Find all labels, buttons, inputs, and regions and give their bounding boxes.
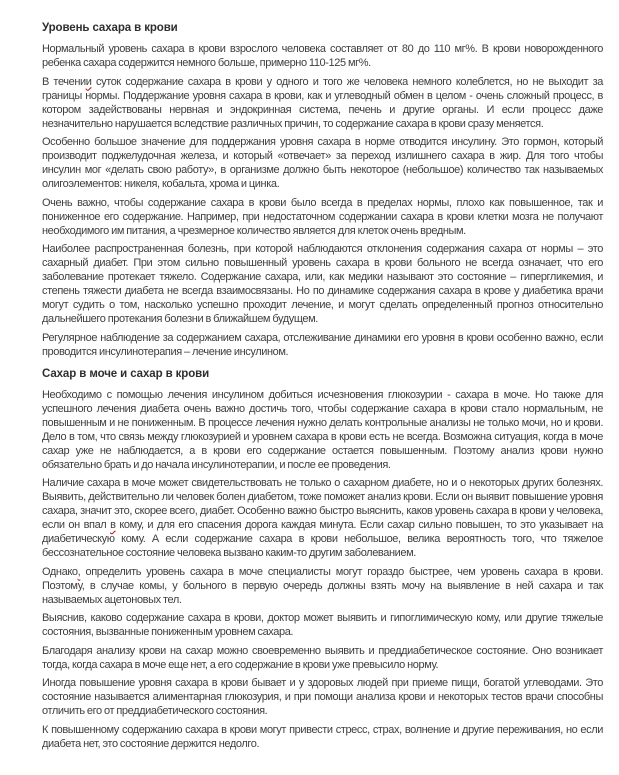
spellcheck-marked-text: и — [85, 75, 92, 88]
text-run: К повышенному содержанию сахара в крови могут привести стресс, страх, волнение и другие переживания, но если диабета нет, это состояние держится недолго. — [42, 723, 603, 750]
paragraph — [42, 476, 603, 560]
paragraph — [42, 676, 603, 718]
section-paragraphs — [42, 42, 603, 359]
text-run: Наличие сахара в моче может свидетельствовать не только о сахарном диабете, но и о некоторых других болезнях. Выявить, действительно ли человек болен диабетом, тоже поможет анализ крови. Если он выявит повышение уровня сахара, значит это, скорее всего, диабет. Особенно важно быстро выяснить, каков уровень сахара в крови у человека, если он впал — [42, 477, 603, 531]
text-run: Особенно большое значение для поддержания уровня сахара в норме отводится инсулину. Это гормон, который производит поджелудочная железа, и который «отвечает» за переход излишнего сахара в жир. Для того чтобы инсулин мог «делать свою работу», в организме должно быть некоторое (небольшое) количество так называемых олигоэлементов: никеля, кобальта, хрома и цинка. — [42, 136, 603, 190]
spellcheck-marked-text: , — [77, 565, 81, 578]
text-run: Выяснив, каково содержание сахара в крови, доктор может выявить и гипоглимическую кому, или другие тяжелые состояния, вызванные пониженным уровнем сахара. — [42, 612, 603, 638]
section-heading: Уровень сахара в крови — [42, 22, 178, 34]
text-run: Необходимо с помощью лечения инсулином добиться исчезновения глюкозурии - сахара в моче. Но также для успешного лечения диабета очень важно достичь того, чтобы содержание сахара в крови стало нормальным, не повышенным и не пониженным. В процессе лечения нужно делать контрольные анализы не только мочи, но и крови. Дело в том, что связь между глюкозурией и уровнем сахара в крови есть не всегда. Возможна ситуация, когда в моче сахар уже не наблюдается, а в крови его содержание остается повышенным. Поэтому анализ крови нужно обязательно брать и до начала инсулинотерапии, и после ее проведения. — [42, 388, 603, 471]
text-run: Благодаря анализу крови на сахар можно своевременно выявить и преддиабетическое состояние. Оно возникает тогда, когда сахара в моче еще нет, а его содержание в крови уже превысило норму. — [42, 644, 603, 671]
text-run: Наиболее распространенная болезнь, при которой наблюдаются отклонения содержания сахара от нормы – это сахарный диабет. При этом сильно повышенный уровень сахара в крови больного не всегда означает, что его заболевание протекает тяжело. Содержание сахара, или, как медики называют это состояние – гипергликемия, и степень тяжести диабета не всегда взаимосвязаны. Но по динамике содержания сахара в крове у диабетика врачи могут судить о том, насколько успешно проходит лечение, и могут сделать определенный прогноз относительно дальнейшего протекания болезни в ближайшем будущем. — [42, 243, 603, 325]
paragraph — [42, 565, 603, 607]
text-run: Регулярное наблюдение за содержанием сахара, отслеживание динамики его уровня в крови особенно важно, если проводится инсулинотерапия – лечение инсулином. — [42, 331, 603, 358]
text-run: В течени — [42, 75, 86, 88]
paragraph — [42, 611, 603, 639]
spellcheck-marked-text: в — [110, 519, 116, 531]
paragraph — [42, 242, 603, 326]
text-run: Иногда повышение уровня сахара в крови бывает и у здоровых людей при приеме пищи, богатой углеводами. Это состояние называется алиментарная глюкозурия, и при помощи анализа крови и некоторых тестов врачи способны отличить его от преддиабетического состояния. — [42, 677, 603, 717]
section-blood-sugar-level — [42, 21, 603, 359]
paragraph — [42, 723, 603, 751]
section-sugar-in-urine-and-blood — [42, 367, 603, 751]
text-run: Нормальный уровень сахара в крови взрослого человека составляет от 80 до 110 мг%. В крови новорожденного ребенка сахара содержится немного больше, примерно 110-125 мг%. — [42, 43, 603, 69]
paragraph — [42, 331, 603, 359]
text-run: суток содержание сахара в крови у одного и того же человека немного колеблется, но не выходит за границы нормы. Поддержание уровня сахара в крови, как и углеводный обмен в целом - очень сложный процесс, в котором задействованы нервная и эндокринная система, печень и другие органы. И если процесс даже незначительно нарушается вследствие различных причин, то содержание сахара в крови сразу меняется. — [42, 75, 604, 130]
paragraph — [42, 388, 603, 472]
section-heading: Сахар в моче и сахар в крови — [42, 367, 210, 380]
section-paragraphs — [42, 388, 603, 751]
paragraph — [42, 644, 603, 672]
paragraph — [42, 135, 603, 191]
text-run: кому, и для его спасения дорога каждая минута. Если сахар сильно повышен, то это указывает на диабетическую кому. А если содержание сахара в крови небольшое, велика вероятность того, что тяжелое бессознательное состояние человека вызвано каким-то другим заболеванием. — [42, 519, 603, 559]
paragraph — [42, 75, 603, 131]
paragraph — [42, 196, 603, 238]
text-run: Очень важно, чтобы содержание сахара в крови было всегда в пределах нормы, плохо как повышенное, так и пониженное его содержание. Например, при недостаточном содержании сахара в крови клетки мозга не получают необходимого им питания, а чрезмерное количество является для клеток очень вредным. — [42, 196, 603, 237]
text-run: определить уровень сахара в моче специалисты могут гораздо быстрее, чем уровень сахара в крови. Поэтому, в случае комы, у больного в первую очередь должны взять мочу на выявление в ней сахара и так называемых ацетоновых тел. — [42, 565, 603, 606]
text-run: Однако — [42, 565, 78, 578]
paragraph — [42, 42, 603, 70]
